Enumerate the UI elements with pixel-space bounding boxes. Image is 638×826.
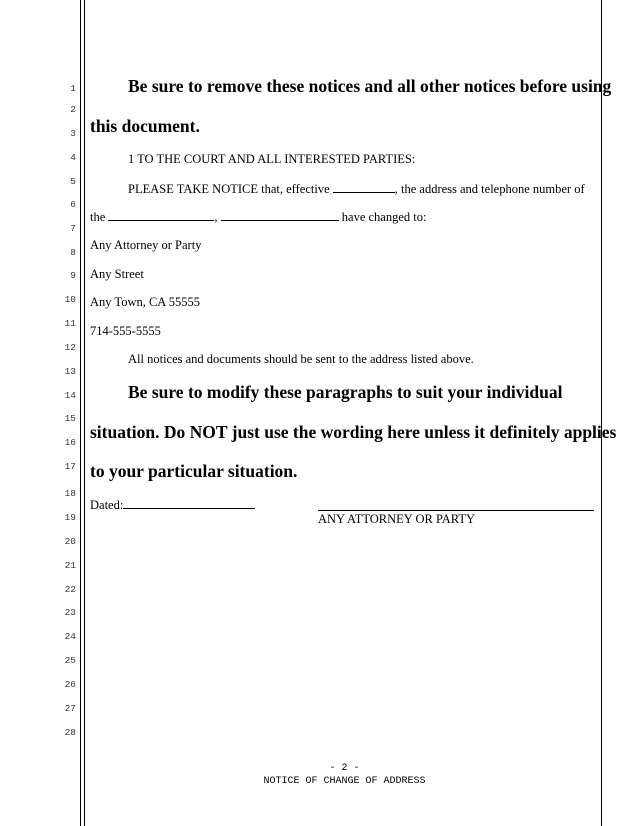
party-name-blank-1 bbox=[108, 209, 214, 221]
line-number: 28 bbox=[64, 727, 76, 738]
line-number: 24 bbox=[64, 631, 76, 642]
line-number: 10 bbox=[64, 294, 76, 305]
left-margin-rule-outer bbox=[80, 0, 81, 826]
notice-modify-line-2: situation. Do NOT just use the wording here unless it definitely applies bbox=[90, 422, 617, 442]
line-number: 1 bbox=[70, 83, 76, 94]
line-number: 23 bbox=[64, 607, 76, 618]
line-number: 21 bbox=[64, 560, 76, 571]
left-margin-rule-inner bbox=[84, 0, 85, 826]
page-number: - 2 - bbox=[329, 763, 360, 774]
notice-modify-line-1: Be sure to modify these paragraphs to suit your individual bbox=[128, 382, 563, 402]
party-name-blank-2 bbox=[221, 209, 339, 221]
address-name: Any Attorney or Party bbox=[90, 238, 202, 252]
line-number: 4 bbox=[70, 152, 76, 163]
line-number: 12 bbox=[64, 342, 76, 353]
all-notices-line: All notices and documents should be sent to the address listed above. bbox=[128, 352, 474, 366]
line-number: 17 bbox=[64, 461, 76, 472]
line-number: 6 bbox=[70, 199, 76, 210]
take-notice-text-2: , the address and telephone number of bbox=[394, 182, 585, 196]
line-number: 9 bbox=[70, 270, 76, 281]
line-number: 26 bbox=[64, 679, 76, 690]
line-number: 8 bbox=[70, 247, 76, 258]
effective-date-blank bbox=[333, 181, 395, 193]
notice-modify-line-3: to your particular situation. bbox=[90, 461, 298, 481]
address-phone: 714-555-5555 bbox=[90, 324, 161, 338]
dated-line bbox=[90, 497, 255, 513]
line-number: 5 bbox=[70, 176, 76, 187]
party-blanks-line bbox=[90, 209, 426, 225]
address-street: Any Street bbox=[90, 267, 144, 281]
notice-removal-line-1: Be sure to remove these notices and all other notices before using bbox=[128, 76, 612, 96]
line-number: 15 bbox=[64, 413, 76, 424]
address-city: Any Town, CA 55555 bbox=[90, 295, 201, 309]
line-number: 11 bbox=[64, 318, 76, 329]
take-notice-text-1: PLEASE TAKE NOTICE that, effective bbox=[128, 182, 330, 196]
signature-label: ANY ATTORNEY OR PARTY bbox=[318, 512, 476, 526]
line-number: 13 bbox=[64, 366, 76, 377]
line-number: 7 bbox=[70, 223, 76, 234]
line-number: 25 bbox=[64, 655, 76, 666]
dated-label: Dated: bbox=[90, 498, 124, 512]
line-number: 19 bbox=[64, 512, 76, 523]
line-number: 2 bbox=[70, 104, 76, 115]
line-number: 27 bbox=[64, 703, 76, 714]
notice-removal-line-2: this document. bbox=[90, 116, 200, 136]
line-number: 14 bbox=[64, 390, 76, 401]
take-notice-line bbox=[128, 181, 585, 197]
right-margin-rule bbox=[601, 0, 602, 826]
line-number: 18 bbox=[64, 488, 76, 499]
the-word: the bbox=[90, 210, 106, 224]
date-blank bbox=[123, 497, 255, 509]
line-number: 16 bbox=[64, 437, 76, 448]
footer-title: NOTICE OF CHANGE OF ADDRESS bbox=[263, 776, 426, 787]
court-address-line: 1 TO THE COURT AND ALL INTERESTED PARTIES: bbox=[128, 152, 416, 166]
line-number: 20 bbox=[64, 536, 76, 547]
line-number: 3 bbox=[70, 128, 76, 139]
changed-to-text: have changed to: bbox=[341, 210, 427, 224]
line-number: 22 bbox=[64, 584, 76, 595]
comma: , bbox=[214, 210, 218, 224]
signature-line bbox=[318, 510, 594, 511]
